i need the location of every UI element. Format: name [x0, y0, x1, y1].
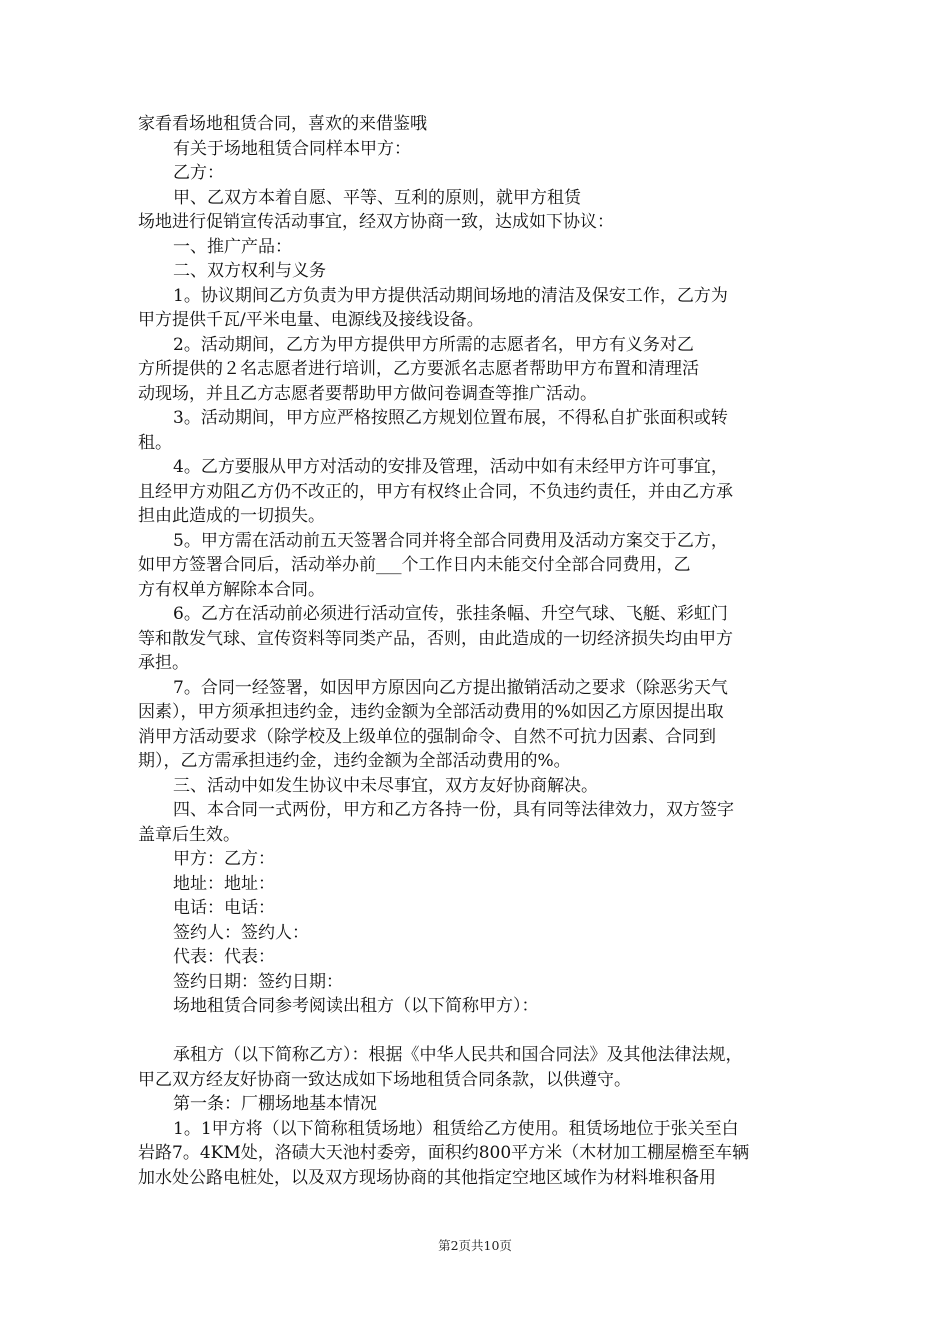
text-line: 加水处公路电桩处，以及双方现场协商的其他指定空地区域作为材料堆积备用	[138, 1167, 716, 1188]
text-line: 签约日期：签约日期：	[173, 971, 343, 992]
text-line: 甲、乙双方本着自愿、平等、互利的原则，就甲方租赁	[173, 187, 581, 208]
page-footer: 第2页共10页	[438, 1238, 512, 1253]
text-line: 2。活动期间，乙方为甲方提供甲方所需的志愿者名，甲方有义务对乙	[173, 334, 694, 355]
text-line: 第一条：厂棚场地基本情况	[173, 1094, 377, 1114]
text-line: 1。1甲方将（以下简称租赁场地）租赁给乙方使用。租赁场地位于张关至白	[173, 1118, 739, 1139]
text-line: 签约人：签约人：	[173, 922, 309, 943]
text-line: 乙方：	[173, 163, 224, 183]
text-line: 家看看场地租赁合同，喜欢的来借鉴哦	[138, 114, 427, 134]
text-line: 一、推广产品：	[173, 236, 292, 257]
text-line: 二、双方权利与义务	[173, 261, 326, 281]
text-line: 承租方（以下简称乙方）：根据《中华人民共和国合同法》及其他法律法规，	[173, 1045, 743, 1065]
text-line: 担由此造成的一切损失。	[138, 506, 325, 526]
text-line: 6。乙方在活动前必须进行活动宣传，张挂条幅、升空气球、飞艇、彩虹门	[173, 604, 728, 624]
text-line: 期），乙方需承担违约金，违约金额为全部活动费用的%。	[138, 751, 571, 771]
text-line: 甲方：乙方：	[173, 849, 275, 869]
text-line: 消甲方活动要求（除学校及上级单位的强制命令、自然不可抗力因素、合同到	[138, 726, 716, 747]
text-line: 场地租赁合同参考阅读出租方（以下简称甲方）：	[173, 996, 539, 1016]
text-line: 场地进行促销宣传活动事宜，经双方协商一致，达成如下协议：	[138, 212, 614, 232]
text-line: 5。甲方需在活动前五天签署合同并将全部合同费用及活动方案交于乙方，	[173, 530, 728, 551]
text-line: 租。	[138, 432, 172, 453]
text-line: 方所提供的２名志愿者进行培训，乙方要派名志愿者帮助甲方布置和清理活	[138, 359, 699, 379]
text-line: 四、本合同一式两份，甲方和乙方各持一份，具有同等法律效力，双方签字	[173, 800, 734, 820]
text-line: 1。协议期间乙方负责为甲方提供活动期间场地的清洁及保安工作，乙方为	[173, 285, 728, 306]
text-line: 7。合同一经签署，如因甲方原因向乙方提出撤销活动之要求（除恶劣天气	[173, 677, 728, 698]
blank-line	[138, 1019, 828, 1044]
text-line: 因素），甲方须承担违约金，违约金额为全部活动费用的%如因乙方原因提出取	[138, 702, 724, 722]
text-line: 代表：代表：	[173, 947, 275, 967]
text-line: 3。活动期间，甲方应严格按照乙方规划位置布展，不得私自扩张面积或转	[173, 408, 728, 428]
text-line: 甲方提供千瓦/平米电量、电源线及接线设备。	[138, 310, 484, 330]
text-line: 动现场，并且乙方志愿者要帮助甲方做问卷调查等推广活动。	[138, 383, 597, 404]
document-body	[138, 112, 828, 1190]
text-line: 4。乙方要服从甲方对活动的安排及管理，活动中如有未经甲方许可事宜，	[173, 457, 728, 477]
text-line: 三、活动中如发生协议中未尽事宜，双方友好协商解决。	[173, 775, 598, 796]
text-line: 有关于场地租赁合同样本甲方：	[173, 138, 411, 159]
text-line: 盖章后生效。	[138, 824, 240, 845]
text-line: 岩路7。4KM处，洛碛大天池村委旁，面积约800平方米（木材加工棚屋檐至车辆	[138, 1143, 750, 1163]
text-line: 方有权单方解除本合同。	[138, 579, 325, 600]
text-line: 地址：地址：	[173, 873, 275, 894]
text-line: 甲乙双方经友好协商一致达成如下场地租赁合同条款，以供遵守。	[138, 1069, 631, 1090]
text-line: 如甲方签署合同后，活动举办前___个工作日内未能交付全部合同费用，乙	[138, 555, 691, 575]
text-line: 承担。	[138, 653, 189, 673]
text-line: 电话：电话：	[173, 898, 275, 918]
text-line: 且经甲方劝阻乙方仍不改正的，甲方有权终止合同，不负违约责任，并由乙方承	[138, 481, 733, 502]
text-line: 等和散发气球、宣传资料等同类产品，否则，由此造成的一切经济损失均由甲方	[138, 628, 733, 649]
